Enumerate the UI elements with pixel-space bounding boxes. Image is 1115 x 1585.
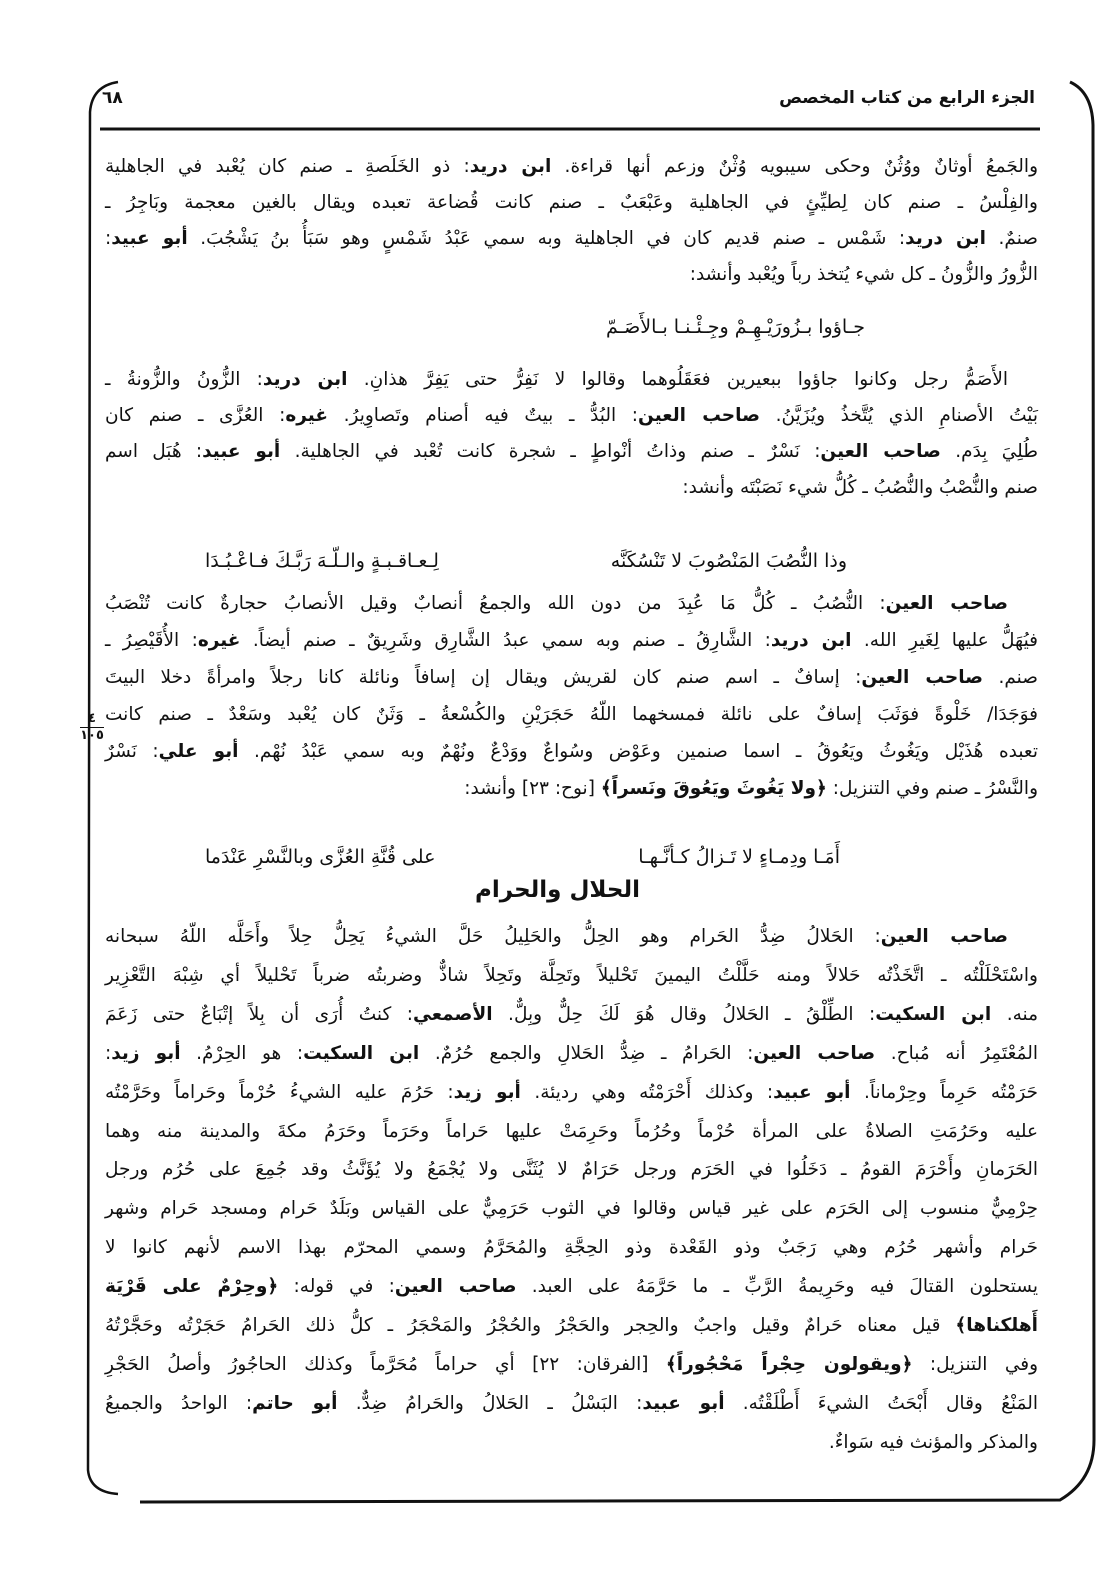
- text-segment: [الفرقان: ٢٢] أي حراماً مُحَرَّماً وكذلك الحاجُورُ وأصلُ الحَجْرِ: [105, 1353, 666, 1375]
- text-segment: المُعْتَمِرُ أنه مُباح.: [875, 1042, 1038, 1064]
- text-segment: الحَرَمانِ وأَحْرَمَ القومُ ـ دَخَلُوا في الحَرَم ورجل حَرَامٌ لا يُثَنَّى ولا يُجْمَعُ ولا يُؤَنَّثُ وقد جُمِعَ على حُرُم ورجل: [105, 1159, 1038, 1181]
- text-segment: تعبده هُذَيْل ويَغُوثُ ويَعُوقُ ـ اسما صنمين وعَوْض وسُواعٌ ووَدْعٌ ونُهْمٌ وبه سمي عَبْدُ نُهْم.: [238, 741, 1038, 762]
- text-line: [105, 190, 1038, 216]
- text-line: [105, 262, 1038, 288]
- bold-citation: ابن السكيت: [303, 1042, 420, 1064]
- text-line: [105, 1157, 1038, 1183]
- text-line: [105, 1430, 1038, 1456]
- text-segment: الأَصَمُّ رجل وكانوا جاؤوا ببعيرين فعَقَلُوهما وقالوا لا نَفِرُّ حتى يَفِرَّ هذانِ.: [347, 369, 1009, 390]
- bold-citation: الأصمعي: [413, 1003, 493, 1025]
- text-line: [105, 776, 1038, 802]
- text-segment: : نَسْرٌ ـ صنم وذاتُ أنْواطٍ ـ شجرة كانت تُعْبد في الجاهلية.: [280, 441, 821, 462]
- margin-page-reference: [80, 712, 104, 743]
- text-segment: واسْتَحْلَلْتُه ـ اتَّخَذْتُه حَلالاً ومنه حَلَّلْتُ اليمينَ تَحْليلاً وتَحِلَّة وتَحِلاً شاذٌّ وضربتُه ضرباً تَحْليلاً أي شِبْهَ التَّعْزِير: [105, 964, 1038, 986]
- text-segment: : هُبَل اسم: [105, 441, 203, 462]
- verse-1: جـاؤوا بـزُورَيْـهِـمْ وجِـئْـنـا بـالأَصَـمّ: [605, 316, 865, 338]
- text-segment: : نَسْرٌ: [105, 741, 159, 762]
- margin-note-volume: ٤: [88, 711, 96, 726]
- text-line: [105, 154, 1038, 180]
- text-segment: : النُّصُبُ ـ كُلُّ مَا عُبِدَ من دون الله والجمعُ أنصابٌ وقيل الأنصابُ حجارةٌ كانت تُنْصَبُ: [105, 593, 886, 614]
- text-segment: منه.: [991, 1003, 1038, 1025]
- text-line: [105, 1080, 1038, 1106]
- text-segment: : شَمْس ـ صنم قديم كان في الجاهلية وبه سمي عَبْدُ شَمْسٍ وهو سَبَأُ بنُ يَشْجُبَ.: [187, 228, 906, 249]
- text-segment: : العُزَّى ـ صنم كان: [105, 405, 286, 426]
- bold-citation: ابن دريد: [905, 228, 986, 249]
- text-segment: والمذكر والمؤنث فيه سَواءٌ.: [828, 1431, 1038, 1453]
- text-segment: قيل معناه حَرامٌ وقيل واجبٌ والحِجر والحَجْرُ والحُجْرُ والمَحْجَرُ ـ كلُّ ذلك الحَرامُ حَجَرْتُه وحَجَّرْتُهُ: [105, 1315, 956, 1336]
- text-segment: : الشَّارِقُ ـ صنم وبه سمي عبدُ الشَّارِق وشَرِيقٌ ـ صنم أيضاً.: [240, 630, 771, 651]
- text-segment: : الواحدُ والجميعُ: [105, 1392, 253, 1414]
- section-heading: الحلال والحرام: [475, 877, 640, 903]
- text-segment: : هو الحِرْمُ.: [180, 1042, 304, 1064]
- bold-citation: صاحب العين: [753, 1042, 876, 1064]
- bold-citation: صاحب العين: [638, 405, 760, 426]
- text-line: [105, 665, 1038, 691]
- text-segment: : البَسْلُ ـ الحَلالُ والحَرامُ ضِدٌّ.: [337, 1392, 643, 1414]
- text-line: [105, 963, 1038, 989]
- text-segment: :: [105, 1042, 112, 1064]
- bold-citation: أبو علي: [158, 741, 239, 762]
- bold-citation: ﴿ولا يَغُوثَ ويَعُوقَ ونَسراً﴾: [600, 778, 827, 799]
- bold-citation: ﴿وحِرْمٌ على قَرْيَة: [105, 1276, 279, 1298]
- text-line: [105, 367, 1038, 393]
- text-segment: : البُدُّ ـ بيتٌ فيه أصنام وتَصاوِيرُ.: [327, 405, 639, 426]
- text-segment: :: [105, 228, 112, 249]
- text-segment: فيُهَلُّ عليها لِغَيرِ الله.: [851, 630, 1039, 651]
- text-segment: حِرْمِيٌّ منسوب إلى الحَرَم على غير قياس وقالوا في الثوب حَرَمِيٌّ على القياس وبَلَدٌ حَرام ومسجد حَرام وشهر: [105, 1198, 1038, 1220]
- text-segment: بَيْتُ الأصنامِ الذي يُتَّخذُ ويُزَيَّنُ.: [759, 405, 1038, 426]
- text-segment: طُلِيَ بِدَم.: [940, 441, 1038, 462]
- bold-citation: أبو عبيد: [642, 1392, 725, 1414]
- text-segment: : الأُقَيْصِرُ ـ: [105, 630, 198, 651]
- bold-citation: غيره: [285, 405, 328, 426]
- bold-citation: أبو عبيد: [111, 228, 188, 249]
- bold-citation: أبو حاتم: [252, 1392, 338, 1414]
- bold-citation: أبو عبيد: [202, 441, 281, 462]
- text-line: [105, 702, 1038, 728]
- bold-citation: أبو زيد: [111, 1042, 181, 1064]
- text-line: [105, 1196, 1038, 1222]
- text-segment: [نوح: ٢٣] وأنشد:: [464, 778, 601, 799]
- text-segment: : الزُّونُ والزُّونةُ ـ: [105, 369, 263, 390]
- text-segment: المَنْعُ وقال أَبْحَتُ الشيءَ أَطْلَقْتُه.: [724, 1392, 1038, 1414]
- text-line: [105, 739, 1038, 765]
- text-line: [105, 226, 1038, 252]
- text-line: [105, 924, 1038, 950]
- text-segment: وفي التنزيل:: [912, 1353, 1039, 1375]
- bold-citation: صاحب العين: [880, 926, 1008, 947]
- bold-citation: صاحب العين: [885, 593, 1008, 614]
- bold-citation: صاحب العين: [820, 441, 941, 462]
- bold-citation: ابن السكيت: [875, 1003, 992, 1025]
- text-segment: : وكذلك أَحْرَمْتُه وهي رديئة.: [520, 1081, 774, 1103]
- text-segment: : الحَرامُ ـ ضِدُّ الحَلالِ والجمع حُرُمٌ.: [419, 1042, 754, 1064]
- text-line: [105, 1235, 1038, 1261]
- text-segment: : حَرُمَ عليه الشيءُ حُرْماً وحَراماً وحَرَّمْتُه: [105, 1081, 454, 1103]
- bold-citation: صاحب العين: [861, 667, 984, 688]
- bold-citation: أبو زيد: [453, 1081, 521, 1103]
- text-segment: : الحَلالُ ضِدُّ الحَرام وهو الحِلُّ والحَلِيلُ حَلَّ الشيءُ يَحِلُّ حِلاً وأَحَلَّه اللّهُ سبحانه: [105, 926, 881, 947]
- text-line: [105, 1119, 1038, 1145]
- text-line: [105, 1274, 1038, 1300]
- bold-citation: أبو عبيد: [773, 1081, 851, 1103]
- bold-citation: صاحب العين: [394, 1276, 517, 1298]
- text-segment: صنم والنُّصْبُ والنُّصُبُ ـ كُلُّ شيء نَصَبْتَه وأنشد:: [682, 477, 1038, 498]
- text-segment: عليه وحَرُمَتِ الصلاةُ على المرأة حُرْماً وحُرُماً وحَرِمَتْ عليها حَراماً وحَرَماً وحَرَمُ مكةَ والمدينة منه وهما: [105, 1120, 1038, 1142]
- verse-3-first-hemistich: أَمَـا ودِمـاءٍ لا تَـزالُ كـأنَّـهـا: [638, 846, 840, 868]
- text-segment: حَرَمْتُه حَرِماً وحِرْماناً.: [850, 1081, 1038, 1103]
- text-line: [105, 591, 1038, 617]
- text-segment: فوَجَدَا/ خَلْوةً فوَثَبَ إسافٌ على نائلة فمسخهما اللّهُ حَجَرَيْنِ والكُسْعةُ ـ وَثَنٌ كان يُعْبد وسَعْدٌ ـ صنم كانت: [105, 704, 1038, 725]
- text-line: [105, 1352, 1038, 1378]
- text-segment: يستحلون القتالَ فيه وحَرِيمةُ الرَّبِّ ـ ما حَرَّمَهُ على العبد.: [516, 1276, 1038, 1298]
- text-segment: : في قوله:: [278, 1276, 395, 1298]
- text-line: [105, 403, 1038, 429]
- text-segment: والجَمعُ أوثانٌ ووُثُنٌ وحكى سيبويه وُثْنٌ وزعم أنها قراءة.: [551, 156, 1039, 177]
- text-line: [105, 475, 1038, 501]
- text-segment: : إسافٌ ـ اسم صنم كان لقريش ويقال إن إسافاً ونائلة كانا رجلاً وامرأةً دخلا البيتَ: [105, 667, 862, 688]
- text-segment: : الطِّلْقُ ـ الحَلالُ وقال هُوَ لَكَ حِلٌّ وبِلٌّ.: [492, 1003, 876, 1025]
- bold-citation: ابن دريد: [770, 630, 852, 651]
- bold-citation: ﴿ويقولون حِجْراً مَحْجُوراً﴾: [665, 1353, 913, 1375]
- bold-citation: ابن دريد: [262, 369, 348, 390]
- text-line: [105, 1041, 1038, 1067]
- text-segment: صنمٌ.: [985, 228, 1039, 249]
- text-segment: : كنتُ أُرَى أن بِلاً إتْبَاعٌ حتى زَعَمَ: [105, 1003, 413, 1025]
- bold-citation: غيره: [197, 630, 241, 651]
- text-segment: حَرام وأشهر حُرُم وهي رَجَبٌ وذو القَعْدة وذو الحِجَّةِ والمُحَرَّمُ وسمي المحرّم بهذا الاسم لأنهم كانوا لا: [105, 1237, 1038, 1259]
- bold-citation: أَهلكناها﴾: [955, 1315, 1038, 1336]
- text-segment: : ذو الخَلَصةِ ـ صنم كان يُعْبد في الجاهلية: [105, 156, 470, 177]
- running-header-title: الجزء الرابع من كتاب المخصص: [779, 88, 1035, 108]
- text-segment: والفِلْسُ ـ صنم كان لِطيِّئٍ في الجاهلية وعَبْعَبٌ ـ صنم كانت قُضاعة تعبده ويقال بالغين معجمة وبَاجِرُ ـ: [105, 192, 1038, 213]
- text-line: [105, 1391, 1038, 1417]
- bold-citation: ابن دريد: [469, 156, 552, 177]
- page-number: ٦٨: [102, 88, 123, 108]
- margin-note-page: ١٠٥: [80, 728, 104, 743]
- text-segment: صنم.: [983, 667, 1038, 688]
- text-line: [105, 628, 1038, 654]
- text-segment: الزُّورُ والزُّونُ ـ كل شيء يُتخذ رباً ويُعْبد وأنشد:: [689, 264, 1038, 285]
- verse-2-second-hemistich: لِـعـاقـبـةٍ والـلّـهَ رَبَّـكَ فـاعْـبُـدَا: [205, 550, 439, 572]
- verse-2-first-hemistich: وذا النُّصُبَ المَنْصُوبَ لا تَنْسُكَنَّه: [610, 550, 847, 572]
- text-segment: والنَّسْرُ ـ صنم وفي التنزيل:: [826, 778, 1038, 799]
- verse-3-second-hemistich: على قُنَّةِ العُزَّى وبالنَّسْرِ عَنْدَما: [205, 846, 436, 868]
- text-line: [105, 1002, 1038, 1028]
- text-line: [105, 439, 1038, 465]
- text-line: [105, 1313, 1038, 1339]
